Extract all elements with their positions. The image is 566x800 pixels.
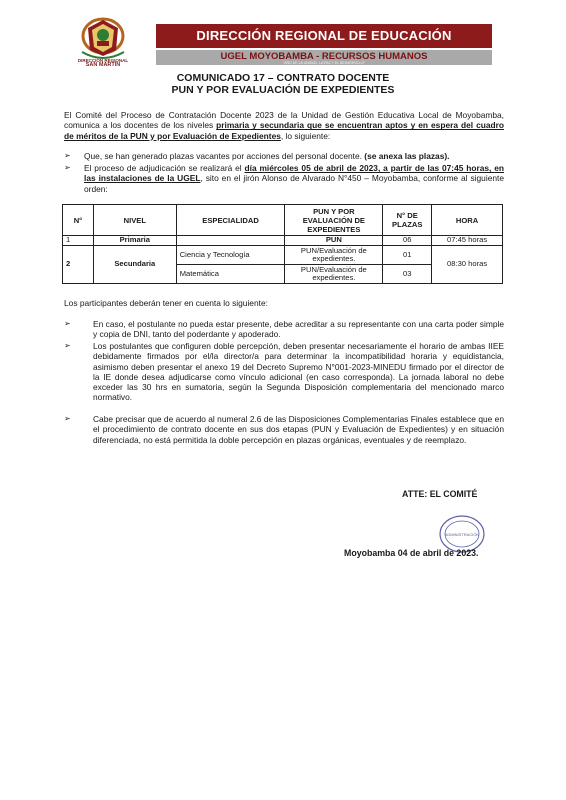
col-header: N° DE PLAZAS bbox=[383, 205, 432, 236]
note-3: Cabe precisar que de acuerdo al numeral 2.6 de las Disposiciones Complementarias Finales establece que en el procedimiento de contrato docente en sus dos etapas (PUN y Evaluación de Expedientes) y en situación diferenciada, no está permitida la doble percepción en plazas orgánicas, eventuales y de reemplazo. bbox=[93, 414, 504, 445]
point-1: Que, se han generado plazas vacantes por acciones del personal docente. (se anexa las plazas). bbox=[84, 151, 450, 161]
table-row: 2 Secundaria Ciencia y Tecnología PUN/Evaluación de expedientes. 01 08:30 horas bbox=[63, 246, 503, 265]
table-header-row bbox=[63, 205, 503, 236]
svg-text:ADMINISTRACIÓN: ADMINISTRACIÓN bbox=[444, 532, 480, 537]
document-subtitle: PUN Y POR EVALUACIÓN DE EXPEDIENTES bbox=[171, 84, 395, 96]
regional-emblem-icon bbox=[78, 16, 128, 62]
bullet-arrow-icon: ➢ bbox=[64, 341, 71, 350]
document-date: Moyobamba 04 de abril de 2023. bbox=[344, 548, 479, 558]
note-2: Los postulantes que configuren doble percepción, deben presentar necesariamente el horario de ambas IIEE debidamente firmados por el/la director/a para determinar la incompatibilidad horaria y equidistancia, asimismo deben presentar el anexo 19 del Decreto Supremo N°001-2023-MINEDU firmado por el director de la IE donde desea adjudicarse como vínculo adicional (en caso corresponda). La jornada laboral no debe exceder las 30 hrs en sumatoria, según la Segunda Disposición complementaria del mencionado marco normativo. bbox=[93, 341, 504, 403]
col-header: PUN Y POR EVALUACIÓN DE EXPEDIENTES bbox=[285, 205, 383, 236]
bullet-arrow-icon: ➢ bbox=[64, 163, 71, 172]
banner-motto: "AÑO DE LA UNIDAD, LA PAZ Y EL DESARROLLO" bbox=[282, 61, 366, 65]
col-header: HORA bbox=[432, 205, 503, 236]
bullet-arrow-icon: ➢ bbox=[64, 151, 71, 160]
point-2: El proceso de adjudicación se realizará el día miércoles 05 de abril de 2023, a partir de las 07:45 horas, en las instalaciones de la UGEL, sito en el jirón Alonso de Alvarado N°450 – Moyobamba, conforme al siguiente orden: bbox=[84, 163, 505, 194]
banner-subtitle: UGEL MOYOBAMBA - RECURSOS HUMANOS bbox=[220, 51, 428, 62]
bullet-arrow-icon: ➢ bbox=[64, 319, 71, 328]
note-1: En caso, el postulante no pueda estar presente, debe acreditar a su representante con una carta poder simple y copia de DNI, tanto del poderdante y apoderado. bbox=[93, 319, 504, 340]
col-header: ESPECIALIDAD bbox=[176, 205, 285, 236]
table-row: 1 Primaria PUN 06 07:45 horas bbox=[63, 236, 503, 246]
banner-subtitle-bar bbox=[156, 50, 492, 65]
participants-intro: Los participantes deberán tener en cuenta lo siguiente: bbox=[64, 298, 268, 308]
emblem-caption: DIRECCIÓN REGIONAL SAN MARTÍN bbox=[77, 58, 129, 68]
schedule-table bbox=[62, 204, 503, 284]
col-header: NIVEL bbox=[93, 205, 176, 236]
table-row: Matemática PUN/Evaluación de expedientes. 03 bbox=[63, 265, 503, 284]
intro-paragraph: El Comité del Proceso de Contratación Docente 2023 de la Unidad de Gestión Educativa Local de Moyobamba, comunica a los docentes de los niveles primaria y secundaria que se encuentran aptos y en espera del cuadro de méritos de la PUN y por Evaluación de Expedientes, lo siguiente: bbox=[64, 110, 505, 141]
banner-title: DIRECCIÓN REGIONAL DE EDUCACIÓN bbox=[156, 24, 492, 48]
col-header: N° bbox=[63, 205, 94, 236]
document-title: COMUNICADO 17 – CONTRATO DOCENTE bbox=[176, 72, 390, 84]
signature-line: ATTE: EL COMITÉ bbox=[402, 489, 478, 499]
bullet-arrow-icon: ➢ bbox=[64, 414, 71, 423]
